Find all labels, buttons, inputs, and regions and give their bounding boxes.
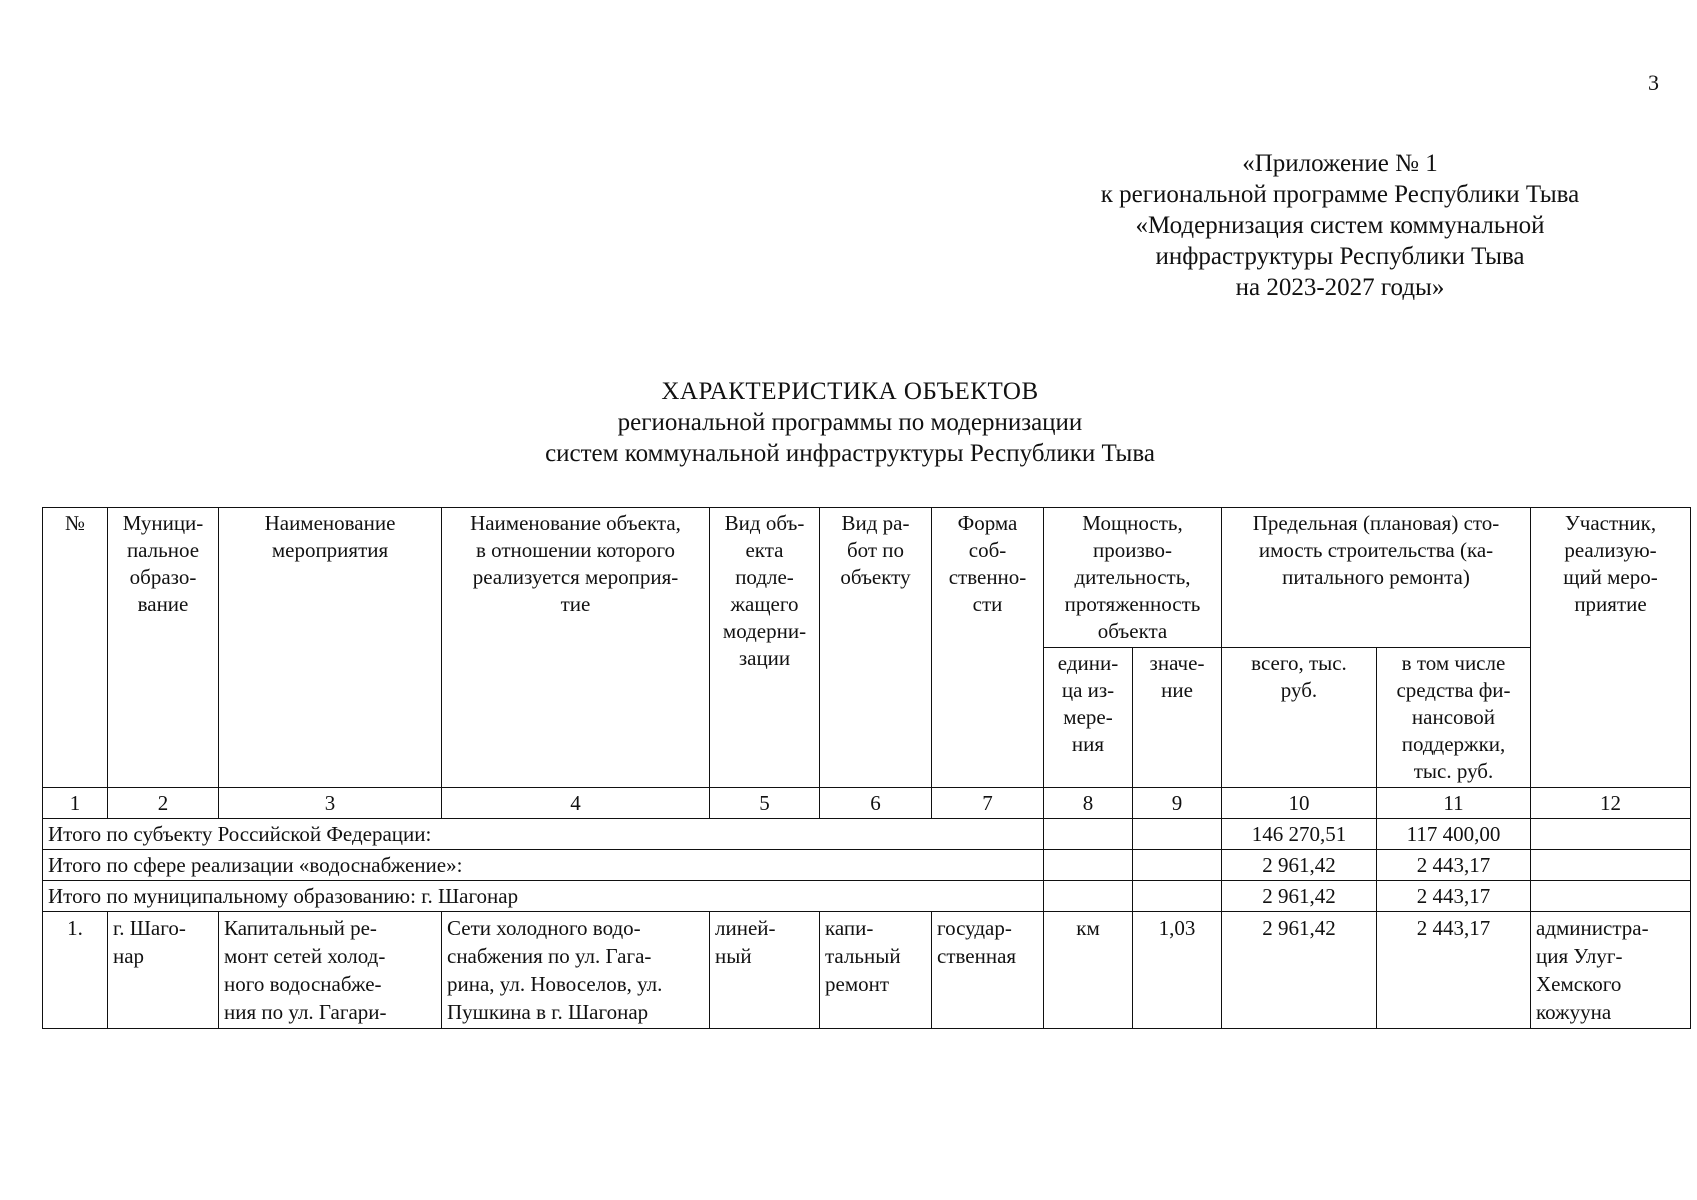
cell-participant: администра- ция Улуг- Хемского кожууна	[1531, 912, 1691, 1029]
total-participant	[1531, 819, 1691, 850]
header-activity-name: Наименование мероприятия	[219, 508, 442, 788]
column-number: 2	[108, 788, 219, 819]
cell-cost-total: 2 961,42	[1222, 912, 1377, 1029]
total-support: 117 400,00	[1377, 819, 1531, 850]
total-row-municipality	[43, 881, 1691, 912]
total-support: 2 443,17	[1377, 881, 1531, 912]
header-cost-support: в том числе средства фи- нансовой поддержки, тыс. руб.	[1377, 648, 1531, 788]
appendix-line: к региональной программе Республики Тыва	[1100, 181, 1580, 208]
header-value: значе- ние	[1133, 648, 1222, 788]
total-value	[1133, 850, 1222, 881]
column-number: 1	[43, 788, 108, 819]
header-capacity: Мощность, произво- дительность, протяженность объекта	[1044, 508, 1222, 648]
cell-municipality: г. Шаго- нар	[108, 912, 219, 1029]
total-unit	[1044, 850, 1133, 881]
total-value	[1133, 819, 1222, 850]
cell-cost-support: 2 443,17	[1377, 912, 1531, 1029]
appendix-heading	[1060, 148, 1620, 303]
total-row-subject	[43, 819, 1691, 850]
total-unit	[1044, 881, 1133, 912]
header-no: №	[43, 508, 108, 788]
column-number: 11	[1377, 788, 1531, 819]
objects-table	[42, 507, 1691, 1029]
cell-work-type: капи- тальный ремонт	[820, 912, 932, 1029]
appendix-line: инфраструктуры Республики Тыва	[1155, 243, 1525, 270]
column-number: 5	[710, 788, 820, 819]
header-work-type: Вид ра- бот по объекту	[820, 508, 932, 788]
column-number-row	[43, 788, 1691, 819]
total-value	[1133, 881, 1222, 912]
total-support: 2 443,17	[1377, 850, 1531, 881]
appendix-line: «Модернизация систем коммунальной	[1135, 212, 1545, 239]
appendix-line: «Приложение № 1	[1242, 150, 1438, 177]
total-label: Итого по сфере реализации «водоснабжение»:	[43, 850, 1044, 881]
total-cost: 2 961,42	[1222, 881, 1377, 912]
cell-unit: км	[1044, 912, 1133, 1029]
appendix-line: на 2023-2027 годы»	[1235, 274, 1445, 301]
title-line: ХАРАКТЕРИСТИКА ОБЪЕКТОВ	[661, 378, 1039, 405]
cell-object-type: линей- ный	[710, 912, 820, 1029]
cell-object-name: Сети холодного водо- снабжения по ул. Гага- рина, ул. Новоселов, ул. Пушкина в г. Шагонар	[442, 912, 710, 1029]
column-number: 6	[820, 788, 932, 819]
subtitle-line: региональной программы по модернизации	[617, 409, 1083, 436]
header-unit: едини- ца из- мере- ния	[1044, 648, 1133, 788]
header-municipality: Муници- пальное образо- вание	[108, 508, 219, 788]
header-cost: Предельная (плановая) сто- имость строительства (ка- питального ремонта)	[1222, 508, 1531, 648]
total-unit	[1044, 819, 1133, 850]
total-cost: 146 270,51	[1222, 819, 1377, 850]
page-number: 3	[1648, 70, 1659, 95]
table-row	[43, 912, 1691, 1029]
header-ownership: Форма соб- ственно- сти	[932, 508, 1044, 788]
column-number: 3	[219, 788, 442, 819]
total-label: Итого по муниципальному образованию: г. Шагонар	[43, 881, 1044, 912]
total-row-water-supply	[43, 850, 1691, 881]
header-row	[43, 508, 1691, 648]
total-participant	[1531, 881, 1691, 912]
column-number: 4	[442, 788, 710, 819]
total-participant	[1531, 850, 1691, 881]
header-object-name: Наименование объекта, в отношении которого реализуется мероприя- тие	[442, 508, 710, 788]
column-number: 8	[1044, 788, 1133, 819]
cell-no: 1.	[43, 912, 108, 1029]
column-number: 7	[932, 788, 1044, 819]
column-number: 9	[1133, 788, 1222, 819]
header-participant: Участник, реализую- щий меро- приятие	[1531, 508, 1691, 788]
total-label: Итого по субъекту Российской Федерации:	[43, 819, 1044, 850]
total-cost: 2 961,42	[1222, 850, 1377, 881]
document-title	[400, 376, 1300, 469]
subtitle-line: систем коммунальной инфраструктуры Республики Тыва	[545, 440, 1155, 467]
cell-ownership: государ- ственная	[932, 912, 1044, 1029]
cell-activity-name: Капитальный ре- монт сетей холод- ного водоснабже- ния по ул. Гагари-	[219, 912, 442, 1029]
column-number: 12	[1531, 788, 1691, 819]
header-cost-total: всего, тыс. руб.	[1222, 648, 1377, 788]
cell-value: 1,03	[1133, 912, 1222, 1029]
column-number: 10	[1222, 788, 1377, 819]
header-object-type: Вид объ- екта подле- жащего модерни- зации	[710, 508, 820, 788]
